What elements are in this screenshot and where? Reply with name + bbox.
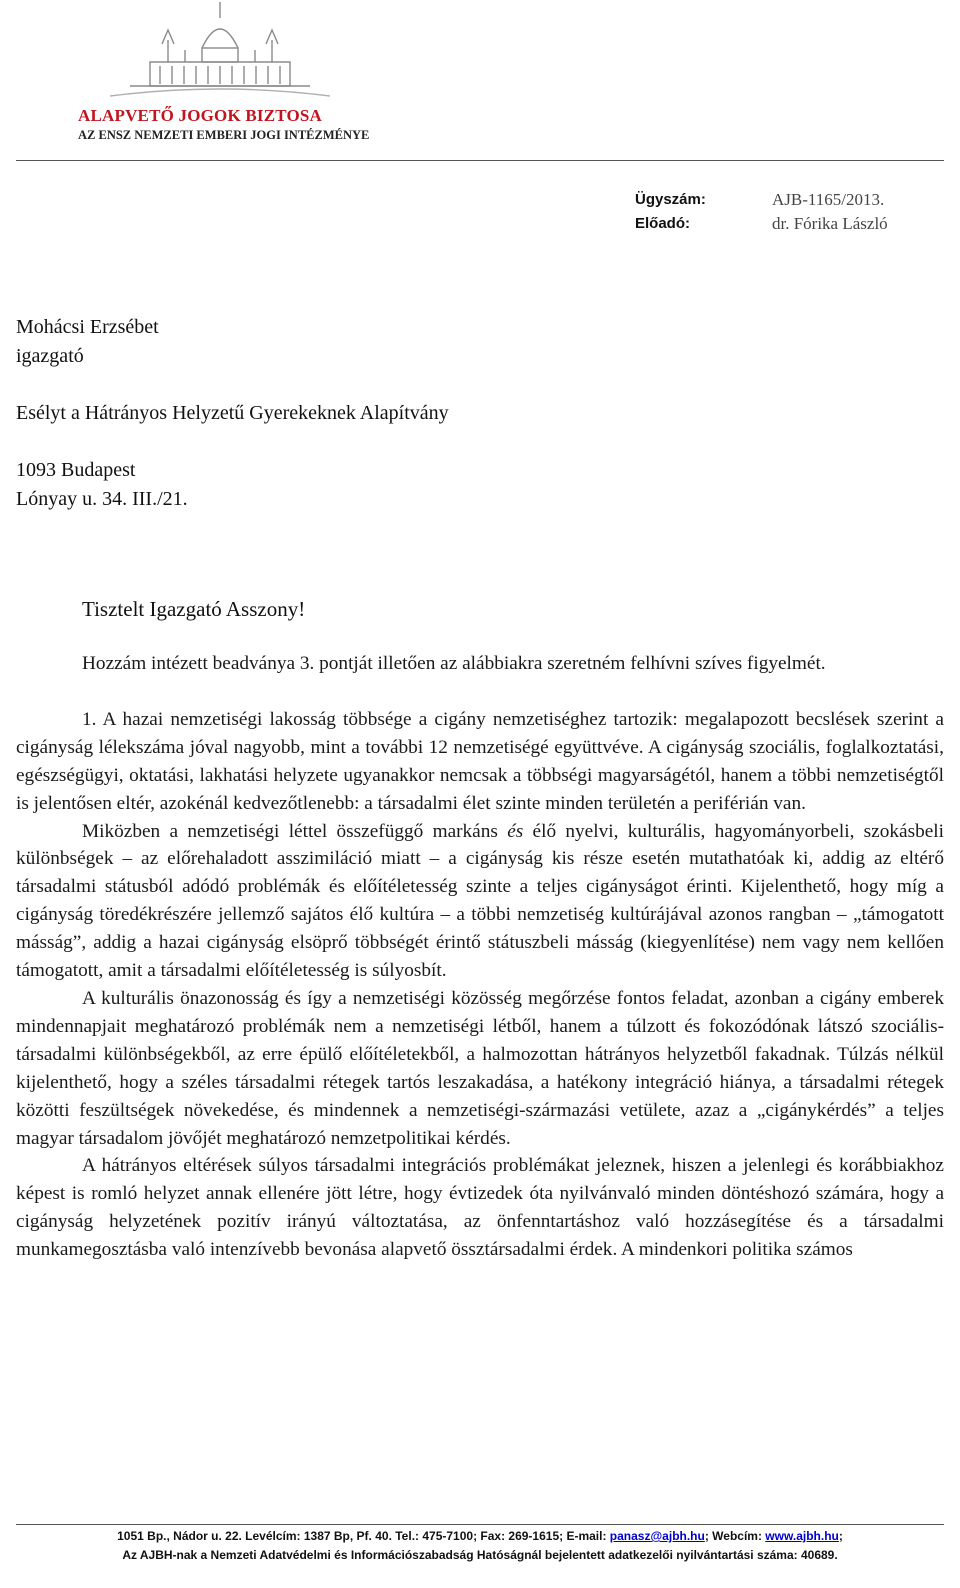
reference-block — [635, 188, 888, 236]
parliament-building-icon — [110, 0, 330, 104]
case-number-value: AJB-1165/2013. — [772, 190, 885, 209]
salutation: Tisztelt Igazgató Asszony! — [82, 597, 306, 621]
org-name: ALAPVETŐ JOGOK BIZTOSA — [78, 106, 323, 125]
officer-label: Előadó: — [635, 215, 690, 232]
case-number-label: Ügyszám: — [635, 191, 706, 208]
website-link[interactable]: www.ajbh.hu — [765, 1529, 839, 1543]
paragraph-2: Miközben a nemzetiségi léttel összefüggő markáns és élő nyelvi, kulturális, hagyományorbeli, szokásbeli különbségek – az előrehaladott asszimiláció miatt – a cigányság kis része esetén mutathatóak ki, addig az eltérő társadalmi státusból adódó problémák és előítéletesség szinte a teljes cigányságot érinti. Kijelenthető, hogy míg a cigányság töredékrészére jellemző sajátos élő kultúra – a többi nemzetiség kultúrájával azonos rangban – „támogatott másság”, addig a hazai cigányság elsöprő többségét érintő státuszbeli másság (kiegyenlítése) nem vagy nem kellően támogatott, amit a társadalmi előítéletesség is súlyosbít. — [16, 820, 944, 982]
org-subtitle: AZ ENSZ NEMZETI EMBERI JOGI INTÉZMÉNYE — [78, 128, 370, 142]
paragraph-1: 1. A hazai nemzetiségi lakosság többsége a cigány nemzetiséghez tartozik: megalapozott becslések szerint a cigányság lélekszáma jóval nagyobb, mint a további 12 nemzetiségé együttvéve. A cigányság szociális, foglalkoztatási, egészségügyi, oktatási, lakhatási helyzete ugyanakkor nemcsak a többségi magyarságétól, hanem a többi nemzetiségtől is jelentősen eltér, azokénál kedvezőtlenebb: a társadalmi élet szinte minden területén a periférián van. — [16, 708, 944, 814]
point-number: 1. — [82, 708, 97, 730]
footer-divider — [16, 1524, 944, 1525]
recipient-title: igazgató — [16, 345, 84, 367]
footer-contact-line: 1051 Bp., Nádor u. 22. Levélcím: 1387 Bp, Pf. 40. Tel.: 475-7100; Fax: 269-1615; E-mail: panasz@ajbh.hu; Webcím: www.ajbh.hu; — [117, 1529, 843, 1543]
footer-registry-line: Az AJBH-nak a Nemzeti Adatvédelmi és Információszabadság Hatóságnál bejelentett adatkezelői nyilvántartási száma: 40689. — [122, 1548, 838, 1562]
recipient-address — [16, 313, 449, 514]
email-link[interactable]: panasz@ajbh.hu — [609, 1529, 705, 1543]
logo — [78, 0, 378, 160]
recipient-street: Lónyay u. 34. III./21. — [16, 488, 188, 510]
footer — [0, 1527, 960, 1565]
officer-value: dr. Fórika László — [772, 214, 888, 233]
recipient-city: 1093 Budapest — [16, 459, 136, 481]
recipient-organization: Esélyt a Hátrányos Helyzetű Gyerekeknek Alapítvány — [16, 402, 449, 424]
recipient-name: Mohácsi Erzsébet — [16, 316, 159, 338]
header-divider — [16, 160, 944, 161]
intro-paragraph: Hozzám intézett beadványa 3. pontját illetően az alábbiakra szeretném felhívni szíves figyelmét. — [82, 653, 826, 674]
paragraph-4: A hátrányos eltérések súlyos társadalmi integrációs problémákat jeleznek, hiszen a jelenlegi és korábbiakhoz képest is romló helyzet annak ellenére jött létre, hogy évtizedek óta nyilvánvaló minden döntéshozó számára, hogy a cigányság helyzetének pozitív irányú változtatása, az önfenntartáshoz való hozzásegítése és a társadalmi munkamegosztásba való intenzívebb bevonása alapvető össztársadalmi érdek. A mindenkori politika számos — [16, 1155, 944, 1261]
paragraph-3: A kulturális önazonosság és így a nemzetiségi közösség megőrzése fontos feladat, azonban a cigány emberek mindennapjait meghatározó problémák nem a nemzetiségi létből, hanem a túlzott és fokozódónak látszó szociális-társadalmi különbségekből, az erre épülő előítéletekből, a halmozottan hátrányos helyzetből fakadnak. Túlzás nélkül kijelenthető, hogy a széles társadalmi rétegek tartós leszakadása, a hatékony integráció hiánya, a társadalmi rétegek közötti feszültségek növekedése, és mindennek a nemzetiségi-származási vetülete, azaz a „cigánykérdés” a teljes magyar társadalom jövőjét meghatározó nemzetpolitikai kérdés. — [16, 987, 944, 1149]
letter-body — [16, 650, 944, 1264]
